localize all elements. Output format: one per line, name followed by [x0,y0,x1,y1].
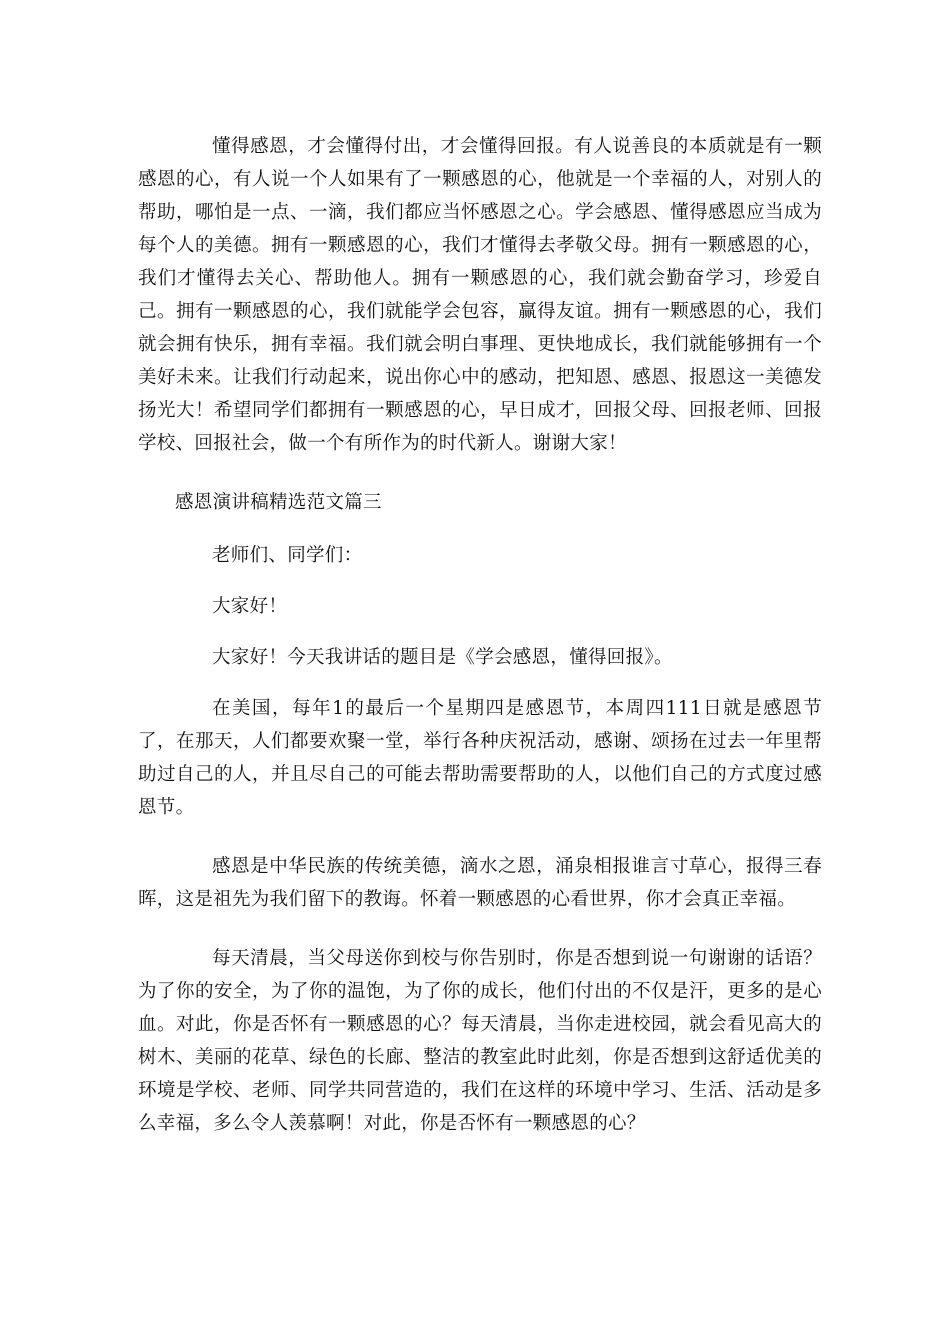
topic-line: 大家好！今天我讲话的题目是《学会感恩，懂得回报》。 [212,647,673,668]
salutation: 老师们、同学们： [212,545,363,566]
document-body [138,130,822,1166]
section-title: 感恩演讲稿精选范文篇三 [175,492,382,513]
paragraph-daily-gratitude: 每天清晨，当父母送你到校与你告别时，你是否想到说一句谢谢的话语？为了你的安全，为了你的温饱，为了你的成长，他们付出的不仅是汗，更多的是心血。对此，你是否怀有一颗感恩的心？每天清晨，当你走进校园，就会看见高大的树木、美丽的花草、绿色的长廊、整洁的教室此时此刻，你是否想到这舒适优美的环境是学校、老师、同学共同营造的，我们在这样的环境中学习、生活、活动是多么幸福，多么令人羡慕啊！对此，你是否怀有一颗感恩的心？ [138,948,822,1134]
paragraph-thanksgiving: 在美国，每年1的最后一个星期四是感恩节，本周四111日就是感恩节了，在那天，人们都要欢聚一堂，举行各种庆祝活动，感谢、颂扬在过去一年里帮助过自己的人，并且尽自己的可能去帮助需要帮助的人，以他们自己的方式度过感恩节。 [138,698,822,818]
paragraph-gratitude-conclusion: 懂得感恩，才会懂得付出，才会懂得回报。有人说善良的本质就是有一颗感恩的心，有人说一个人如果有了一颗感恩的心，他就是一个幸福的人，对别人的帮助，哪怕是一点、一滴，我们都应当怀感恩之心。学会感恩、懂得感恩应当成为每个人的美德。拥有一颗感恩的心，我们才懂得去孝敬父母。拥有一颗感恩的心，我们才懂得去关心、帮助他人。拥有一颗感恩的心，我们就会勤奋学习，珍爱自己。拥有一颗感恩的心，我们就能学会包容，赢得友谊。拥有一颗感恩的心，我们就会拥有快乐，拥有幸福。我们就会明白事理、更快地成长，我们就能够拥有一个美好未来。让我们行动起来，说出你心中的感动，把知恩、感恩、报恩这一美德发扬光大！希望同学们都拥有一颗感恩的心，早日成才，回报父母、回报老师、回报学校、回报社会，做一个有所作为的时代新人。谢谢大家！ [138,136,822,454]
paragraph-tradition: 感恩是中华民族的传统美德，滴水之恩，涌泉相报谁言寸草心，报得三春晖，这是祖先为我们留下的教诲。怀着一颗感恩的心看世界，你才会真正幸福。 [138,856,822,910]
greeting: 大家好！ [212,596,288,617]
